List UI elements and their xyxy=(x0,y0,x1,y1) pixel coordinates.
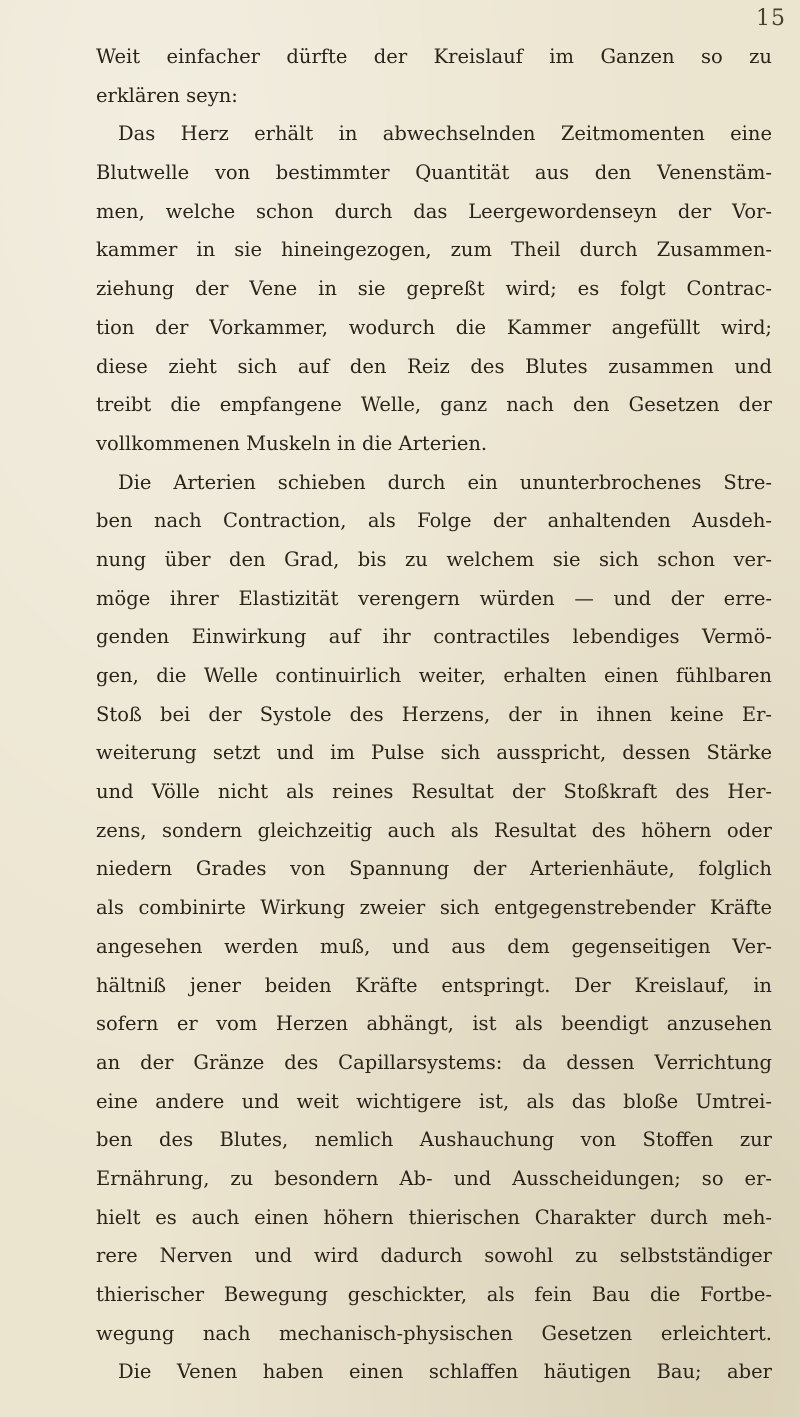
text-line: treibt die empfangene Welle, ganz nach den Gesetzen der xyxy=(96,393,772,417)
text-line: Blutwelle von bestimmter Quantität aus den Venenstäm- xyxy=(96,161,772,185)
text-line: niedern Grades von Spannung der Arterienhäute, folglich xyxy=(96,857,772,881)
text-line: Das Herz erhält in abwechselnden Zeitmomenten eine xyxy=(118,122,772,146)
text-line: ben nach Contraction, als Folge der anhaltenden Ausdeh- xyxy=(96,509,772,533)
text-line: weiterung setzt und im Pulse sich ausspricht, dessen Stärke xyxy=(96,741,772,765)
text-line: hältniß jener beiden Kräfte entspringt. Der Kreislauf, in xyxy=(96,973,772,997)
text-line: men, welche schon durch das Leergewordenseyn der Vor- xyxy=(96,199,772,223)
text-line: an der Gränze des Capillarsystems: da dessen Verrichtung xyxy=(96,1050,772,1074)
text-line: Stoß bei der Systole des Herzens, der in ihnen keine Er- xyxy=(96,702,772,726)
text-line: wegung nach mechanisch-physischen Gesetzen erleichtert. xyxy=(96,1321,772,1345)
text-line: tion der Vorkammer, wodurch die Kammer angefüllt wird; xyxy=(96,315,772,339)
text-line: und Völle nicht als reines Resultat der Stoßkraft des Her- xyxy=(96,780,772,804)
text-line: kammer in sie hineingezogen, zum Theil durch Zusammen- xyxy=(96,238,772,262)
text-line: diese zieht sich auf den Reiz des Blutes zusammen und xyxy=(96,354,772,378)
text-line: zens, sondern gleichzeitig auch als Resultat des höhern oder xyxy=(96,818,772,842)
text-line: Weit einfacher dürfte der Kreislauf im Ganzen so zu xyxy=(96,45,772,68)
text-line: angesehen werden muß, und aus dem gegenseitigen Ver- xyxy=(96,934,772,958)
text-line: ziehung der Vene in sie gepreßt wird; es folgt Contrac- xyxy=(96,277,772,301)
page-number: 15 xyxy=(756,6,786,31)
text-line: vollkommenen Muskeln in die Arterien. xyxy=(96,431,488,455)
text-line: sofern er vom Herzen abhängt, ist als beendigt anzusehen xyxy=(96,1012,772,1036)
text-line: genden Einwirkung auf ihr contractiles lebendiges Vermö- xyxy=(96,625,772,649)
text-line: thierischer Bewegung geschickter, als fein Bau die Fortbe- xyxy=(96,1283,772,1306)
text-line: hielt es auch einen höhern thierischen Charakter durch meh- xyxy=(96,1205,772,1229)
text-line: möge ihrer Elastizität verengern würden — und der erre- xyxy=(96,586,772,610)
text-line: gen, die Welle continuirlich weiter, erhalten einen fühlbaren xyxy=(96,664,772,687)
body-text xyxy=(96,38,772,1392)
text-line: Die Arterien schieben durch ein ununterbrochenes Stre- xyxy=(118,470,772,494)
text-line: rere Nerven und wird dadurch sowohl zu selbstständiger xyxy=(96,1244,772,1268)
text-line: eine andere und weit wichtigere ist, als das bloße Umtrei- xyxy=(96,1089,772,1113)
text-line: als combinirte Wirkung zweier sich entgegenstrebender Kräfte xyxy=(96,896,772,920)
text-line: Ernährung, zu besondern Ab- und Ausscheidungen; so er- xyxy=(96,1166,772,1190)
text-line: erklären seyn: xyxy=(96,83,238,107)
text-line: Die Venen haben einen schlaffen häutigen Bau; aber xyxy=(118,1360,772,1384)
text-line: nung über den Grad, bis zu welchem sie sich schon ver- xyxy=(96,547,772,571)
text-line: ben des Blutes, nemlich Aushauchung von Stoffen zur xyxy=(96,1128,772,1152)
